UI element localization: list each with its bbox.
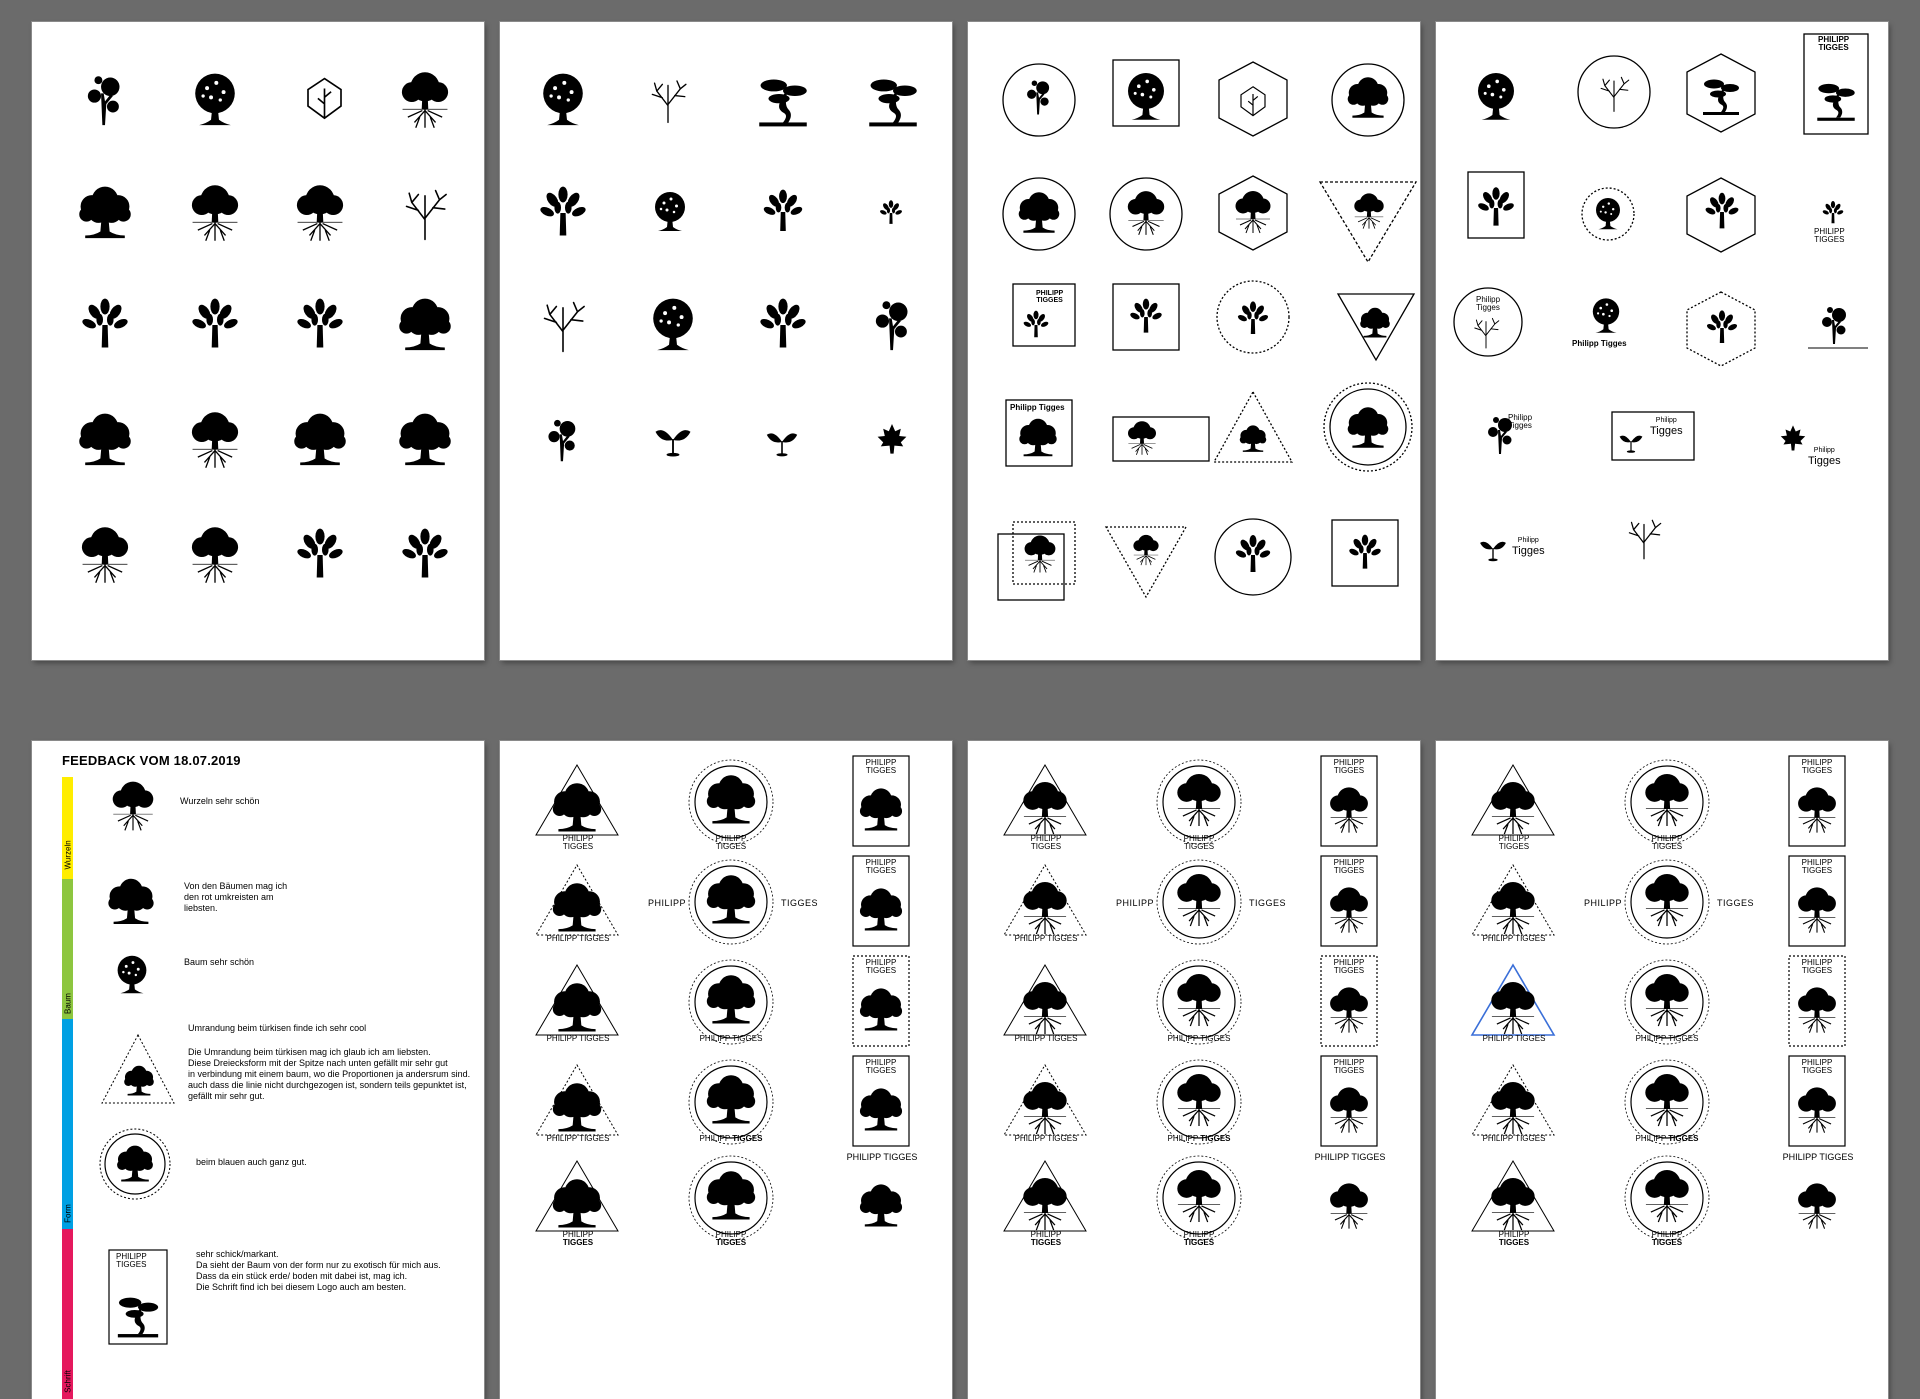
tree-icon [645,187,695,237]
feedback-note: Wurzeln sehr schön [180,796,260,806]
tree-icon [1482,1077,1544,1139]
tree-icon [1476,532,1510,566]
wordmark: PHILIPP TIGGES [1116,898,1286,908]
tree-icon [1696,70,1746,120]
tree-icon [1228,530,1278,580]
tree-icon [1014,977,1076,1039]
tree-icon [530,180,596,246]
tree-icon [72,292,138,358]
tree-icon [392,407,458,473]
tree-icon [1118,418,1166,458]
tree-icon [1810,72,1862,128]
wordmark: PHILIPP TIGGES [562,1230,594,1248]
feedback-note: beim blauen auch ganz gut. [196,1157,307,1167]
category-label: Form [63,1204,73,1223]
wordmark: PHILIPP TIGGES [699,1134,763,1143]
tree-icon [392,67,458,133]
category-label: Schrift [63,1370,73,1393]
tree-icon [1790,1083,1844,1137]
tree-icon [1342,72,1394,124]
feedback-note: Von den Bäumen mag ich den rot umkreisten am liebsten. [184,881,288,913]
tree-icon [1120,187,1172,239]
tree-icon [546,977,608,1039]
tree-icon [1322,783,1376,837]
tree-icon [854,983,908,1037]
tree-icon [530,67,596,133]
tree-icon [1818,198,1848,228]
wordmark: PHILIPP TIGGES [1036,290,1064,305]
wordmark: PHILIPP TIGGES [116,1252,147,1270]
wordmark: PHILIPP TIGGES [1314,1152,1386,1162]
tree-icon [854,883,908,937]
wordmark: PHILIPP TIGGES [1333,1058,1365,1076]
tree-icon [1591,70,1637,116]
tree-icon [1168,769,1230,831]
tree-icon [1482,877,1544,939]
tree-icon [1790,1179,1844,1233]
tree-icon [860,67,926,133]
wordmark: PHILIPP TIGGES [1498,834,1530,852]
tree-icon [1464,312,1508,352]
wordmark: PHILIPP TIGGES [1498,1230,1530,1248]
tree-icon [1470,182,1522,234]
wordmark: PHILIPP TIGGES [1333,758,1365,776]
wordmark: PHILIPP TIGGES [1014,934,1078,943]
tree-icon [102,873,160,931]
tree-icon [1810,300,1860,350]
wordmark: PHILIPP TIGGES [1030,1230,1062,1248]
tree-icon [1116,67,1176,127]
wordmark: Philipp Tigges [1476,295,1501,313]
tree-icon [72,407,138,473]
wordmark: Philipp Tigges [1508,413,1533,431]
feedback-note: Umrandung beim türkisen finde ich sehr cool [188,1023,367,1033]
tree-icon [1228,187,1278,237]
tree-icon [1636,1069,1698,1131]
tree-icon [1588,194,1628,234]
wordmark: PHILIPP TIGGES [1482,934,1546,943]
tree-icon [1013,187,1065,239]
wordmark: PHILIPP TIGGES [1801,858,1833,876]
tree-icon [640,72,696,128]
wordmark: PHILIPP TIGGES [648,898,818,908]
wordmark: PHILIPP TIGGES [1584,898,1754,908]
tree-icon [112,1141,158,1187]
wordmark: Philipp Tigges [1512,537,1545,557]
tree-icon [1322,883,1376,937]
wordmark: PHILIPP TIGGES [1801,958,1833,976]
tree-icon [1123,294,1169,340]
tree-icon [1342,402,1394,454]
tree-icon [72,180,138,246]
wordmark: PHILIPP TIGGES [562,834,594,852]
wordmark: PHILIPP TIGGES [1167,1134,1231,1143]
tree-icon [182,292,248,358]
tree-icon [108,951,156,999]
tree-icon [650,417,696,463]
tree-icon [546,1077,608,1139]
wordmark: PHILIPP TIGGES [1482,1134,1546,1143]
tree-icon [287,292,353,358]
tree-icon [110,1287,166,1343]
wordmark: PHILIPP TIGGES [1183,834,1215,852]
tree-icon [546,1173,608,1235]
tree-icon [1790,783,1844,837]
tree-icon [1482,977,1544,1039]
sheet-logo-variations-3 [1436,741,1888,1399]
wordmark: PHILIPP TIGGES [1782,1152,1854,1162]
tree-icon [1322,1083,1376,1137]
tree-icon [1618,510,1670,566]
tree-icon [854,1179,908,1233]
tree-icon [1790,883,1844,937]
wordmark: PHILIPP TIGGES [846,1152,918,1162]
tree-icon [762,422,802,462]
feedback-note: Die Umrandung beim türkisen mag ich glaub ich am liebsten. Diese Dreiecksform mit der Spitze nach unten gefällt mir sehr gut in verbindung mit einem baum, wo die Proportionen ja andersrum sind. auch dass die linie nicht durchgezogen ist, sondern teils gepunktet ist, gefällt mir sehr gut. [188,1047,471,1101]
tree-icon [1342,530,1388,576]
wordmark: PHILIPP TIGGES [1635,1034,1699,1043]
feedback-title: FEEDBACK VOM 18.07.2019 [62,753,241,768]
wordmark: PHILIPP TIGGES [1333,858,1365,876]
tree-icon [287,180,353,246]
tree-icon [1018,307,1054,343]
wordmark: Philipp Tigges [1010,403,1065,412]
tree-icon [1016,74,1062,120]
tree-icon [530,292,596,358]
tree-icon [750,67,816,133]
tree-icon [755,184,811,240]
sheet-tree-frames [968,22,1420,660]
tree-icon [1322,983,1376,1037]
tree-icon [100,777,166,835]
wordmark: PHILIPP TIGGES [1482,1034,1546,1043]
tree-icon [1616,427,1646,457]
tree-icon [700,1165,762,1227]
tree-icon [1636,1165,1698,1227]
tree-icon [1482,777,1544,839]
tree-icon [1010,414,1066,462]
wordmark: PHILIPP TIGGES [1014,1134,1078,1143]
tree-icon [1356,304,1394,342]
tree-icon [1231,297,1275,341]
tree-icon [700,769,762,831]
wordmark: PHILIPP TIGGES [1651,1230,1683,1248]
wordmark: PHILIPP TIGGES [865,758,897,776]
tree-icon [1018,532,1062,576]
tree-icon [1233,82,1273,122]
wordmark: PHILIPP TIGGES [699,1034,763,1043]
wordmark: PHILIPP TIGGES [1801,758,1833,776]
wordmark: PHILIPP TIGGES [1818,35,1850,53]
tree-icon [1698,188,1746,236]
tree-icon [1168,1069,1230,1131]
tree-icon [535,412,591,468]
wordmark: PHILIPP TIGGES [1014,1034,1078,1043]
tree-icon [182,67,248,133]
wordmark: PHILIPP TIGGES [865,858,897,876]
feedback-note: Baum sehr schön [184,957,255,967]
tree-icon [297,72,352,127]
tree-icon [1790,983,1844,1037]
wordmark: PHILIPP TIGGES [1183,1230,1215,1248]
tree-icon [120,1061,158,1101]
tree-icon [1168,969,1230,1031]
sheet-logo-variations-2 [968,741,1420,1399]
tree-icon [287,522,353,588]
category-label: Baum [63,993,73,1014]
tree-icon [1014,777,1076,839]
tree-icon [1014,877,1076,939]
wordmark: PHILIPP TIGGES [1814,227,1845,245]
tree-icon [546,777,608,839]
tree-icon [1466,67,1526,127]
tree-icon [640,292,706,358]
tree-icon [860,292,926,358]
wordmark: PHILIPP TIGGES [546,1134,610,1143]
tree-icon [1482,1173,1544,1235]
tree-icon [1014,1173,1076,1235]
wordmark: PHILIPP TIGGES [1333,958,1365,976]
tree-icon [854,1083,908,1137]
sheet-tree-sketches-2 [500,22,952,660]
tree-icon [1636,769,1698,831]
feedback-note: sehr schick/markant. Da sieht der Baum von der form nur zu exotisch für mich aus. Dass da ein stück erde/ boden mit dabei ist, mag ich. Die Schrift find ich bei diesem Logo auch am besten. [196,1249,441,1292]
tree-icon [854,783,908,837]
sheet-logo-variations-1 [500,741,952,1399]
tree-icon [182,522,248,588]
tree-icon [392,522,458,588]
wordmark: PHILIPP TIGGES [715,1230,747,1248]
tree-icon [287,407,353,473]
tree-icon [1584,294,1628,338]
wordmark: Philipp Tigges [1572,339,1627,348]
tree-icon [875,197,907,229]
wordmark: PHILIPP TIGGES [1635,1134,1699,1143]
tree-icon [700,1069,762,1131]
wordmark: PHILIPP TIGGES [546,1034,610,1043]
tree-icon [392,180,458,246]
tree-icon [392,292,458,358]
tree-icon [1636,969,1698,1031]
tree-icon [700,969,762,1031]
tree-icon [182,407,248,473]
category-bar-form [62,1019,73,1229]
wordmark: PHILIPP TIGGES [1801,1058,1833,1076]
wordmark: PHILIPP TIGGES [865,1058,897,1076]
sheet-feedback [32,741,484,1399]
tree-icon [1168,1165,1230,1227]
tree-icon [1700,306,1744,350]
wordmark: Philipp Tigges [1808,447,1841,467]
wordmark: PHILIPP TIGGES [1651,834,1683,852]
wordmark: PHILIPP TIGGES [546,934,610,943]
tree-icon [1776,422,1810,456]
tree-icon [1348,190,1390,232]
wordmark: Philipp Tigges [1650,417,1683,437]
tree-icon [872,420,912,460]
tree-icon [1014,1077,1076,1139]
sheet-tree-sketches-1 [32,22,484,660]
tree-icon [1236,420,1270,458]
wordmark: PHILIPP TIGGES [1030,834,1062,852]
tree-icon [182,180,248,246]
category-label: Wurzeln [63,840,73,870]
tree-icon [1322,1179,1376,1233]
tree-icon [72,522,138,588]
tree-icon [546,877,608,939]
tree-icon [1128,532,1164,568]
wordmark: PHILIPP TIGGES [865,958,897,976]
tree-icon [750,292,816,358]
sheet-logo-drafts [1436,22,1888,660]
wordmark: PHILIPP TIGGES [1167,1034,1231,1043]
wordmark: PHILIPP TIGGES [715,834,747,852]
tree-icon [72,67,138,133]
